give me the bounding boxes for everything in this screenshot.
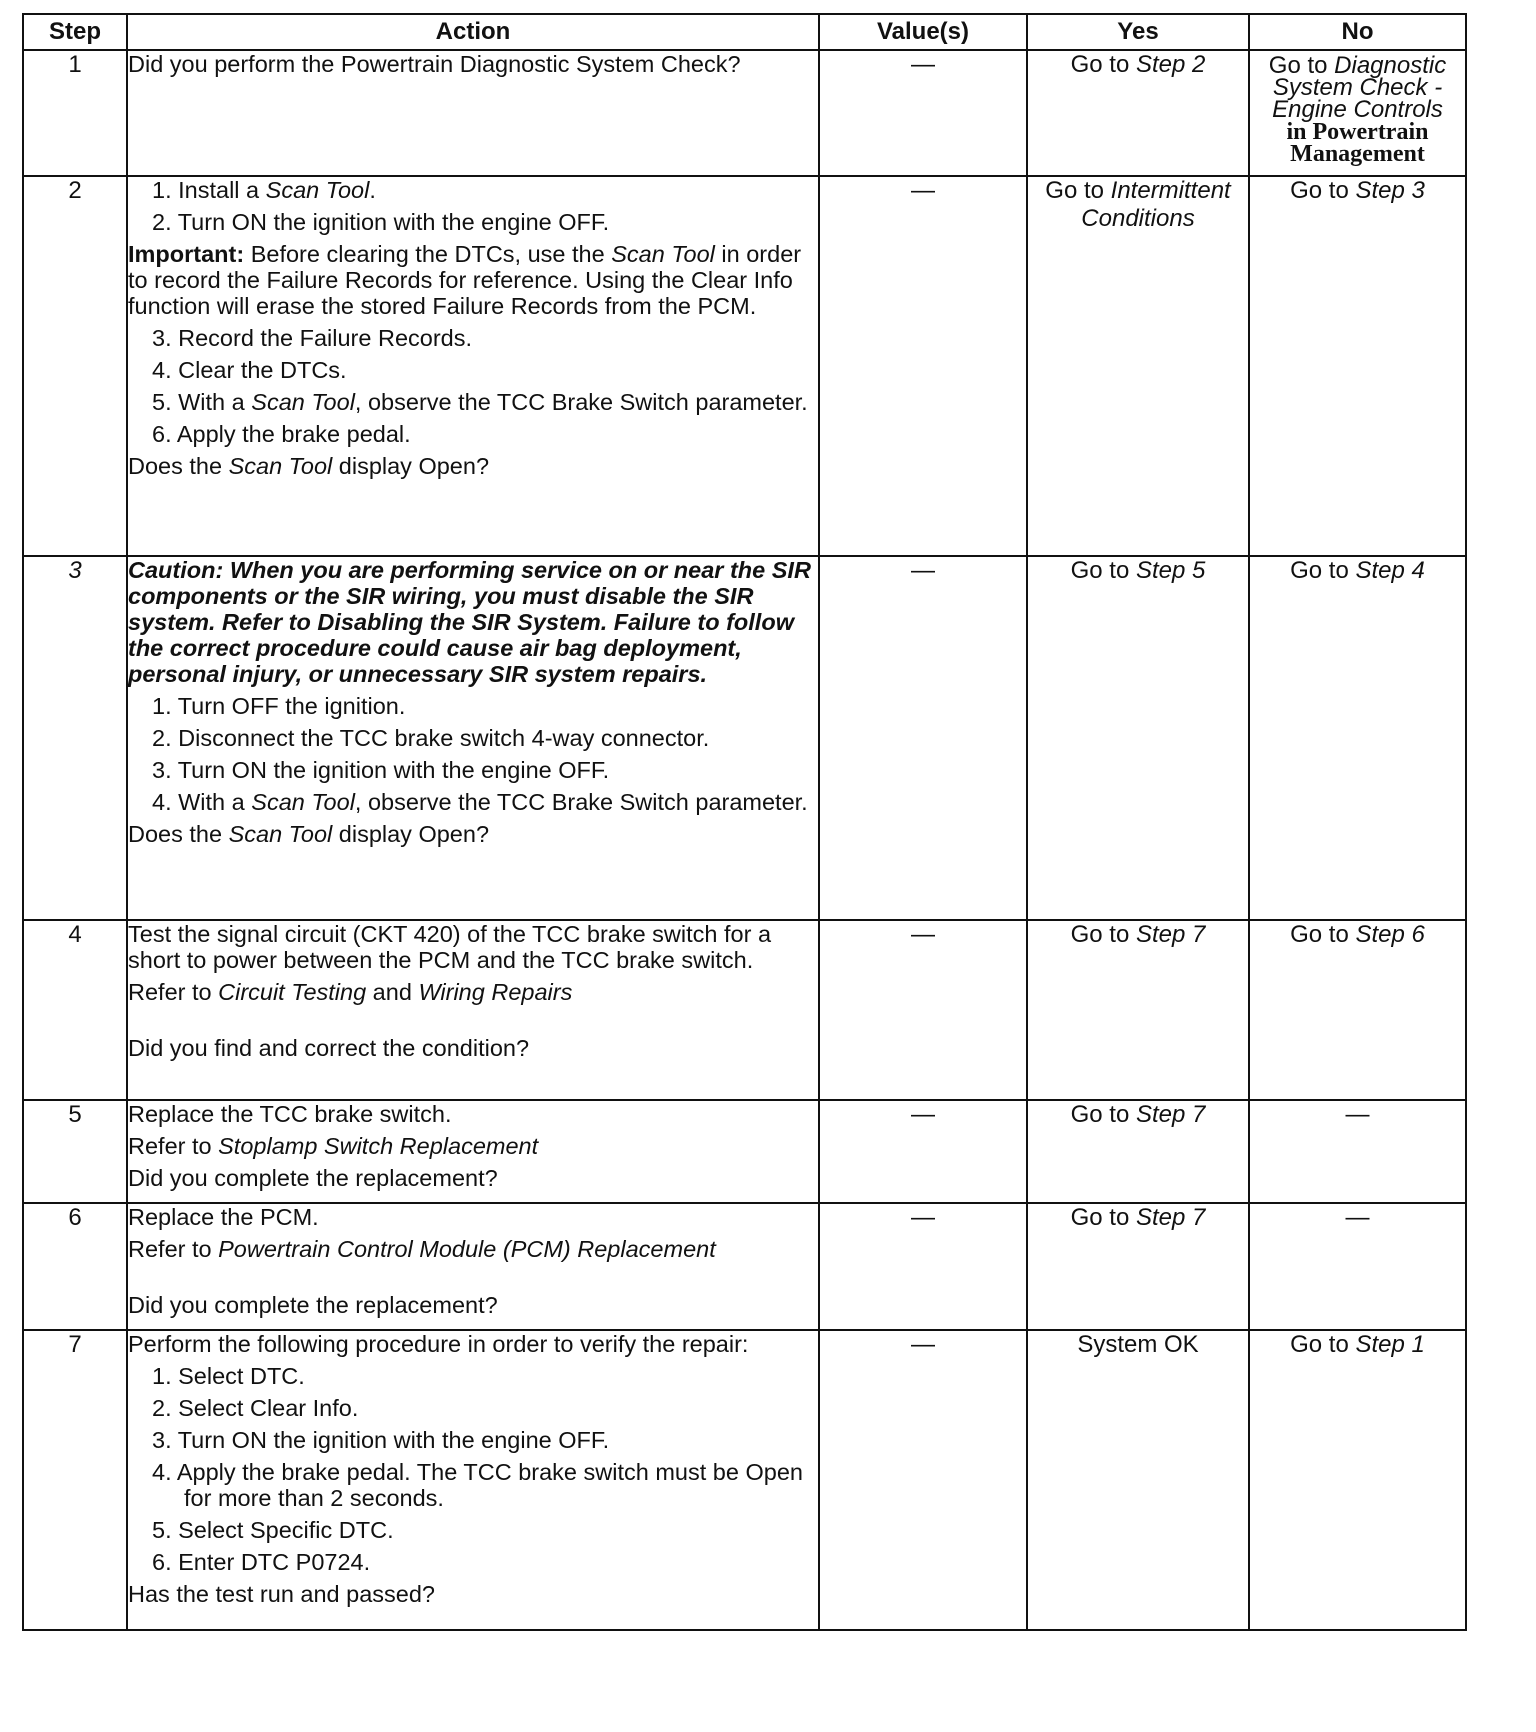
yes-link[interactable]: Step 7 xyxy=(1135,1204,1206,1231)
table-row xyxy=(23,1330,1466,1630)
action-item: 2. Select Clear Info. xyxy=(152,1395,359,1421)
step-number: 7 xyxy=(23,1330,127,1630)
refer-text: Refer to Stoplamp Switch Replacement xyxy=(128,1133,539,1159)
value-cell: — xyxy=(819,1203,1027,1330)
step-number: 4 xyxy=(23,920,127,1100)
table-row xyxy=(23,920,1466,1100)
action-question: Did you complete the replacement? xyxy=(128,1292,498,1318)
caution-note: Caution: When you are performing service on or near the SIR components or the SIR wiring, you must disable the SIR system. Refer to Disabling the SIR System. Failure to follow the correct procedure could cause air bag deployment, personal injury, or unnecessary SIR system repairs. xyxy=(128,557,811,687)
step-number: 6 xyxy=(23,1203,127,1330)
wiring-repairs-link[interactable]: Wiring Repairs xyxy=(418,979,573,1005)
step-number: 2 xyxy=(23,176,127,556)
yes-cell: System OK xyxy=(1027,1330,1249,1630)
scan-tool-ref[interactable]: Scan Tool xyxy=(265,177,370,203)
no-link[interactable]: Step 4 xyxy=(1355,557,1425,584)
action-text: Test the signal circuit (CKT 420) of the TCC brake switch for a short to power between the PCM and the TCC brake switch. xyxy=(128,921,772,973)
header-step: Step xyxy=(23,14,127,50)
refer-text: Refer to Powertrain Control Module (PCM) Replacement xyxy=(128,1236,716,1262)
yes-goto: Go to xyxy=(1045,177,1111,204)
scan-tool-ref[interactable]: Scan Tool xyxy=(251,789,355,815)
header-action: Action xyxy=(127,14,819,50)
header-no: No xyxy=(1249,14,1466,50)
circuit-testing-link[interactable]: Circuit Testing xyxy=(218,979,367,1005)
yes-link[interactable]: Step 5 xyxy=(1135,557,1206,584)
no-link[interactable]: Diagnostic System Check - Engine Controls xyxy=(1272,52,1447,123)
header-row xyxy=(23,14,1466,50)
action-item: 4. Apply the brake pedal. The TCC brake switch must be Open for more than 2 seconds. xyxy=(152,1459,803,1511)
action-item: 2. Disconnect the TCC brake switch 4-way connector. xyxy=(152,725,710,751)
yes-goto: Go to xyxy=(1070,557,1136,584)
value-cell: — xyxy=(819,920,1027,1100)
action-cell xyxy=(127,556,819,920)
yes-link[interactable]: Step 7 xyxy=(1135,921,1206,948)
yes-link[interactable]: Intermittent Conditions xyxy=(1081,177,1231,232)
no-suffix: in Powertrain Management xyxy=(1286,119,1429,167)
yes-cell xyxy=(1027,556,1249,920)
table-row xyxy=(23,1100,1466,1203)
diagnostic-table xyxy=(22,13,1467,1631)
action-text: Replace the PCM. xyxy=(128,1204,319,1230)
yes-goto: Go to xyxy=(1070,921,1136,948)
no-cell xyxy=(1249,556,1466,920)
no-goto: Go to xyxy=(1268,52,1335,79)
action-item: 3. Turn ON the ignition with the engine OFF. xyxy=(152,1427,610,1453)
header-yes: Yes xyxy=(1027,14,1249,50)
value-cell: — xyxy=(819,50,1027,176)
action-item: 1. Install a Scan Tool. xyxy=(152,177,376,203)
action-intro: Perform the following procedure in order to verify the repair: xyxy=(128,1331,749,1357)
header-values: Value(s) xyxy=(819,14,1027,50)
yes-goto: Go to xyxy=(1070,1101,1136,1128)
no-cell xyxy=(1249,1330,1466,1630)
step-number: 5 xyxy=(23,1100,127,1203)
action-item: 1. Select DTC. xyxy=(152,1363,305,1389)
yes-cell xyxy=(1027,1203,1249,1330)
action-item: 2. Turn ON the ignition with the engine OFF. xyxy=(152,209,610,235)
no-cell xyxy=(1249,920,1466,1100)
value-cell: — xyxy=(819,556,1027,920)
yes-link[interactable]: Step 7 xyxy=(1135,1101,1206,1128)
action-text: Did you perform the Powertrain Diagnostic System Check? xyxy=(128,51,741,77)
scan-tool-ref[interactable]: Scan Tool xyxy=(611,241,715,267)
table-row xyxy=(23,1203,1466,1330)
table-row xyxy=(23,556,1466,920)
no-cell xyxy=(1249,176,1466,556)
value-cell: — xyxy=(819,1330,1027,1630)
action-cell xyxy=(127,1330,819,1630)
action-item: 5. Select Specific DTC. xyxy=(152,1517,394,1543)
action-item: 4. Clear the DTCs. xyxy=(152,357,347,383)
pcm-replacement-link[interactable]: Powertrain Control Module (PCM) Replacement xyxy=(218,1236,716,1262)
scan-tool-ref[interactable]: Scan Tool xyxy=(251,389,355,415)
refer-text: Refer to Circuit Testing and Wiring Repairs xyxy=(128,979,573,1005)
action-question: Does the Scan Tool display Open? xyxy=(128,453,490,479)
action-item: 6. Apply the brake pedal. xyxy=(152,421,411,447)
action-text: Replace the TCC brake switch. xyxy=(128,1101,452,1127)
action-cell xyxy=(127,1203,819,1330)
yes-goto: Go to xyxy=(1070,51,1136,78)
action-item: 3. Turn ON the ignition with the engine OFF. xyxy=(152,757,610,783)
step-number: 1 xyxy=(23,50,127,176)
no-cell xyxy=(1249,50,1466,176)
action-question: Does the Scan Tool display Open? xyxy=(128,821,490,847)
step-number: 3 xyxy=(23,556,127,920)
action-item: 3. Record the Failure Records. xyxy=(152,325,473,351)
no-goto: Go to xyxy=(1290,921,1356,948)
yes-cell xyxy=(1027,1100,1249,1203)
table-row xyxy=(23,50,1466,176)
action-question: Has the test run and passed? xyxy=(128,1581,436,1607)
action-question: Did you complete the replacement? xyxy=(128,1165,498,1191)
action-item: 6. Enter DTC P0724. xyxy=(152,1549,371,1575)
no-goto: Go to xyxy=(1290,1331,1356,1358)
action-cell xyxy=(127,920,819,1100)
action-cell xyxy=(127,1100,819,1203)
yes-cell xyxy=(1027,50,1249,176)
no-cell: — xyxy=(1249,1203,1466,1330)
action-item: 1. Turn OFF the ignition. xyxy=(152,693,406,719)
no-cell: — xyxy=(1249,1100,1466,1203)
action-cell xyxy=(127,50,819,176)
scan-tool-ref[interactable]: Scan Tool xyxy=(228,821,333,847)
no-goto: Go to xyxy=(1290,557,1356,584)
yes-link[interactable]: Step 2 xyxy=(1135,51,1206,78)
table-row xyxy=(23,176,1466,556)
scan-tool-ref[interactable]: Scan Tool xyxy=(228,453,333,479)
action-question: Did you find and correct the condition? xyxy=(128,1035,530,1061)
yes-cell xyxy=(1027,920,1249,1100)
yes-goto: Go to xyxy=(1070,1204,1136,1231)
no-link[interactable]: Step 1 xyxy=(1355,1331,1425,1358)
no-link[interactable]: Step 6 xyxy=(1355,921,1425,948)
no-link[interactable]: Step 3 xyxy=(1355,177,1425,204)
important-note: Important: Before clearing the DTCs, use the Scan Tool in order to record the Failure Records for reference. Using the Clear Info function will erase the stored Failure Records from the PCM. xyxy=(128,241,802,319)
value-cell: — xyxy=(819,1100,1027,1203)
yes-cell xyxy=(1027,176,1249,556)
action-cell xyxy=(127,176,819,556)
action-item: 4. With a Scan Tool, observe the TCC Brake Switch parameter. xyxy=(152,789,808,815)
value-cell: — xyxy=(819,176,1027,556)
stoplamp-switch-link[interactable]: Stoplamp Switch Replacement xyxy=(218,1133,539,1159)
action-item: 5. With a Scan Tool, observe the TCC Brake Switch parameter. xyxy=(152,389,808,415)
no-goto: Go to xyxy=(1290,177,1356,204)
